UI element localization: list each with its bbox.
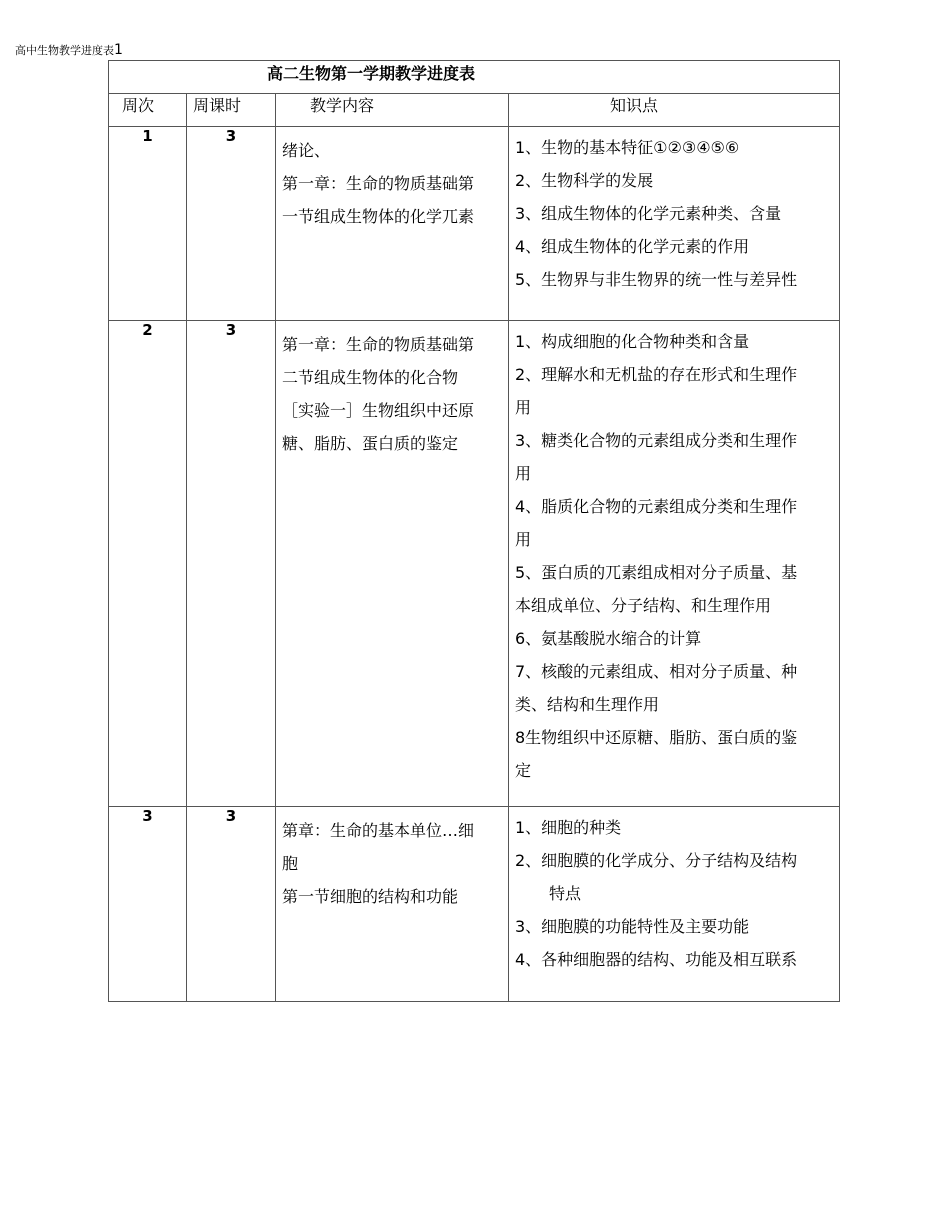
content-line: 胞 [282, 854, 299, 873]
content-line: 糖、脂肪、蛋白质的鉴定 [282, 434, 459, 453]
document-header-title: 高中生物教学进度表 [15, 44, 114, 57]
knowledge-point: 6、氨基酸脱水缩合的计算 [515, 629, 702, 648]
knowledge-point: 本组成单位、分子结构、和生理作用 [515, 596, 772, 615]
content-cell [276, 321, 509, 807]
hours-cell: 3 [187, 127, 276, 321]
column-header-points: 知识点 [509, 94, 840, 127]
column-header-content: 教学内容 [276, 94, 509, 127]
table-row [109, 807, 840, 1002]
knowledge-point: 定 [515, 761, 532, 780]
hours-cell: 3 [187, 321, 276, 807]
content-cell [276, 127, 509, 321]
knowledge-point: 4、组成生物体的化学元素的作用 [515, 237, 750, 256]
week-cell: 3 [109, 807, 187, 1002]
week-cell: 1 [109, 127, 187, 321]
table-row [109, 321, 840, 807]
hours-cell: 3 [187, 807, 276, 1002]
content-line: 一节组成生物体的化学兀素 [282, 207, 475, 226]
content-line: 绪论、 [282, 141, 331, 160]
knowledge-point: 1、细胞的种类 [515, 818, 622, 837]
points-cell [509, 807, 840, 1002]
knowledge-point: 2、生物科学的发展 [515, 171, 654, 190]
knowledge-point: 5、蛋白质的兀素组成相对分子质量、基 [515, 563, 798, 582]
points-cell [509, 321, 840, 807]
points-cell [509, 127, 840, 321]
knowledge-point: 5、生物界与非生物界的统一性与差异性 [515, 270, 798, 289]
knowledge-point: 2、细胞膜的化学成分、分子结构及结构 [515, 851, 798, 870]
knowledge-point: 特点 [549, 884, 582, 903]
knowledge-point: 8生物组织中还原糖、脂肪、蛋白质的鉴 [515, 728, 798, 747]
knowledge-point: 用 [515, 530, 532, 549]
content-line: 第一章：生命的物质基础第 [282, 335, 475, 354]
content-line: 第一节细胞的结构和功能 [282, 887, 459, 906]
week-cell: 2 [109, 321, 187, 807]
knowledge-point: 类、结构和生理作用 [515, 695, 660, 714]
knowledge-point: 1、构成细胞的化合物种类和含量 [515, 332, 750, 351]
document-header [15, 42, 123, 59]
table-row [109, 127, 840, 321]
knowledge-point: 2、理解水和无机盐的存在形式和生理作 [515, 365, 798, 384]
knowledge-point: 3、糖类化合物的元素组成分类和生理作 [515, 431, 798, 450]
column-header-week: 周次 [109, 94, 187, 127]
page-number: 1 [114, 42, 123, 58]
table-header-row [109, 94, 840, 127]
knowledge-point: 用 [515, 464, 532, 483]
content-cell [276, 807, 509, 1002]
knowledge-point: 4、各种细胞器的结构、功能及相互联系 [515, 950, 798, 969]
knowledge-point: 1、生物的基本特征①②③④⑤⑥ [515, 138, 740, 157]
content-line: 第一章：生命的物质基础第 [282, 174, 475, 193]
content-line: 第章：生命的基本单位…细 [282, 821, 475, 840]
table-title: 高二生物第一学期教学进度表 [109, 61, 840, 94]
knowledge-point: 3、组成生物体的化学元素种类、含量 [515, 204, 782, 223]
column-header-hours: 周课时 [187, 94, 276, 127]
knowledge-point: 用 [515, 398, 532, 417]
content-line: ［实验一］生物组织中还原 [282, 401, 475, 420]
knowledge-point: 7、核酸的元素组成、相对分子质量、种 [515, 662, 798, 681]
knowledge-point: 4、脂质化合物的元素组成分类和生理作 [515, 497, 798, 516]
content-line: 二节组成生物体的化合物 [282, 368, 459, 387]
knowledge-point: 3、细胞膜的功能特性及主要功能 [515, 917, 750, 936]
teaching-schedule-table [108, 60, 840, 1002]
